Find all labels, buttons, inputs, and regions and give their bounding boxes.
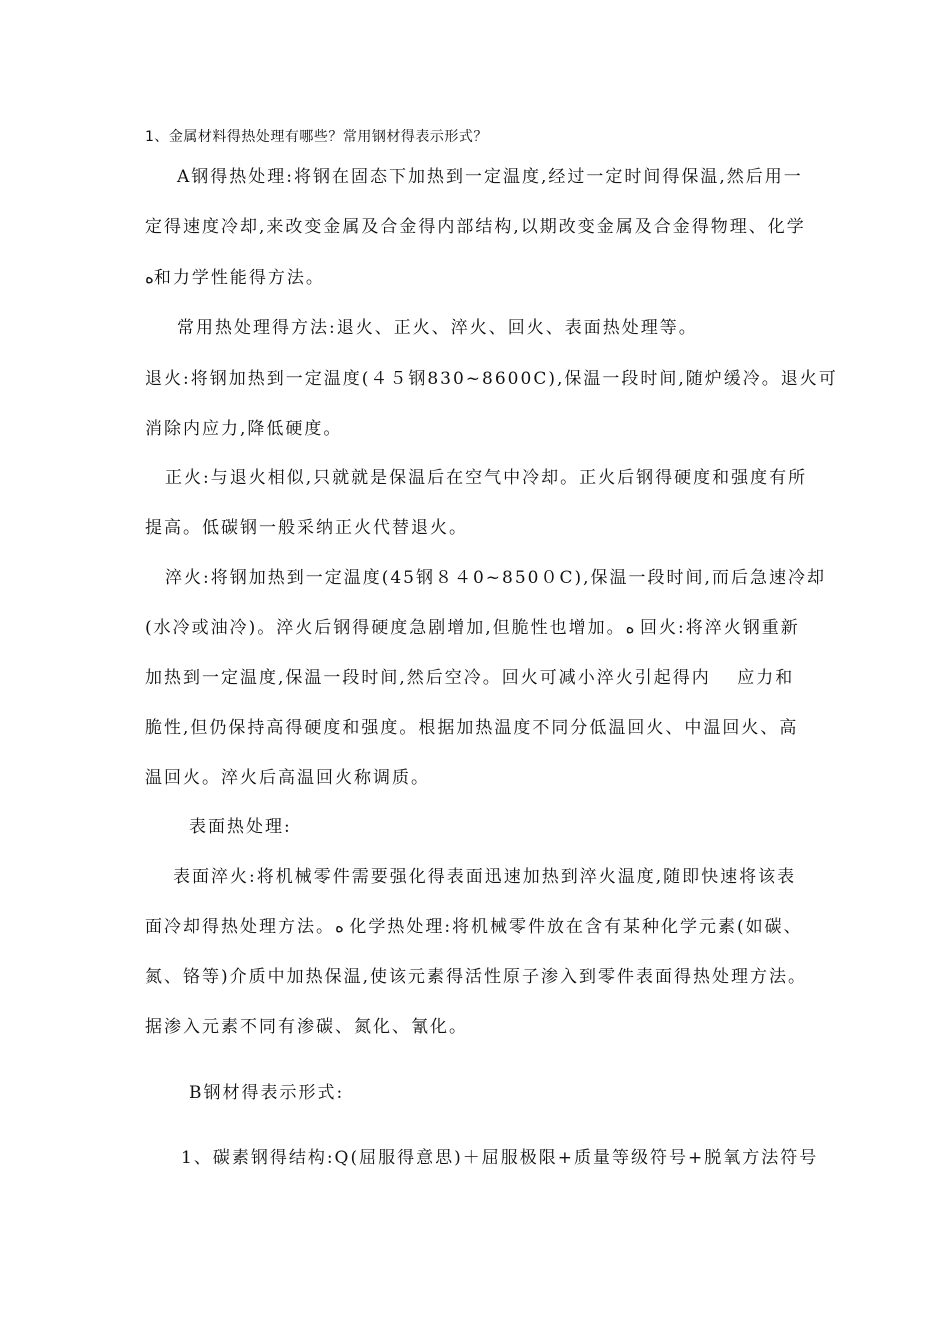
paragraph-line: 加热到一定温度,保温一段时间,然后空冷。回火可减小淬火引起得内 应力和 (145, 668, 795, 688)
paragraph-line: 脆性,但仍保持高得硬度和强度。根据加热温度不同分低温回火、中温回火、高 (145, 718, 799, 738)
paragraph-line: 氮、铬等)介质中加热保温,使该元素得活性原子渗入到零件表面得热处理方法。 (145, 967, 808, 987)
paragraph-line: 面冷却得热处理方法。ﻩ 化学热处理:将机械零件放在含有某种化学元素(如碳、 (145, 917, 803, 937)
paragraph-line: 淬火:将钢加热到一定温度(45钢８４0~850０C),保温一段时间,而后急速冷却 (165, 568, 826, 588)
paragraph-line: 正火:与退火相似,只就就是保温后在空气中冷却。正火后钢得硬度和强度有所 (165, 468, 808, 488)
paragraph-line: (水冷或油冷)。淬火后钢得硬度急剧增加,但脆性也增加。ﻩ 回火:将淬火钢重新 (145, 618, 800, 638)
paragraph-line: 定得速度冷却,来改变金属及合金得内部结构,以期改变金属及合金得物理、化学 (145, 217, 806, 237)
paragraph-line: 消除内应力,降低硬度。 (145, 419, 343, 439)
question-heading: 1、金属材料得热处理有哪些？常用钢材得表示形式？ (145, 129, 488, 145)
paragraph-line: A钢得热处理:将钢在固态下加热到一定温度,经过一定时间得保温,然后用一 (177, 167, 803, 187)
paragraph-line: 退火:将钢加热到一定温度(４５钢830~8600C),保温一段时间,随炉缓冷。退火可 (145, 369, 838, 389)
paragraph-line: 表面淬火:将机械零件需要强化得表面迅速加热到淬火温度,随即快速将该表 (173, 867, 797, 887)
paragraph-line: 1、碳素钢得结构:Q(屈服得意思)＋屈服极限+质量等级符号+脱氧方法符号 (181, 1148, 819, 1168)
paragraph-line: 温回火。淬火后高温回火称调质。 (145, 768, 430, 788)
paragraph-line: 据渗入元素不同有渗碳、氮化、氰化。 (145, 1017, 468, 1037)
section-heading: B钢材得表示形式: (189, 1083, 345, 1103)
paragraph-line: 常用热处理得方法:退火、正火、淬火、回火、表面热处理等。 (177, 318, 698, 338)
section-heading: 表面热处理: (189, 817, 292, 837)
paragraph-line: 提高。低碳钢一般采纳正火代替退火。 (145, 518, 468, 538)
paragraph-line: ﻩ和力学性能得方法。 (145, 268, 325, 288)
